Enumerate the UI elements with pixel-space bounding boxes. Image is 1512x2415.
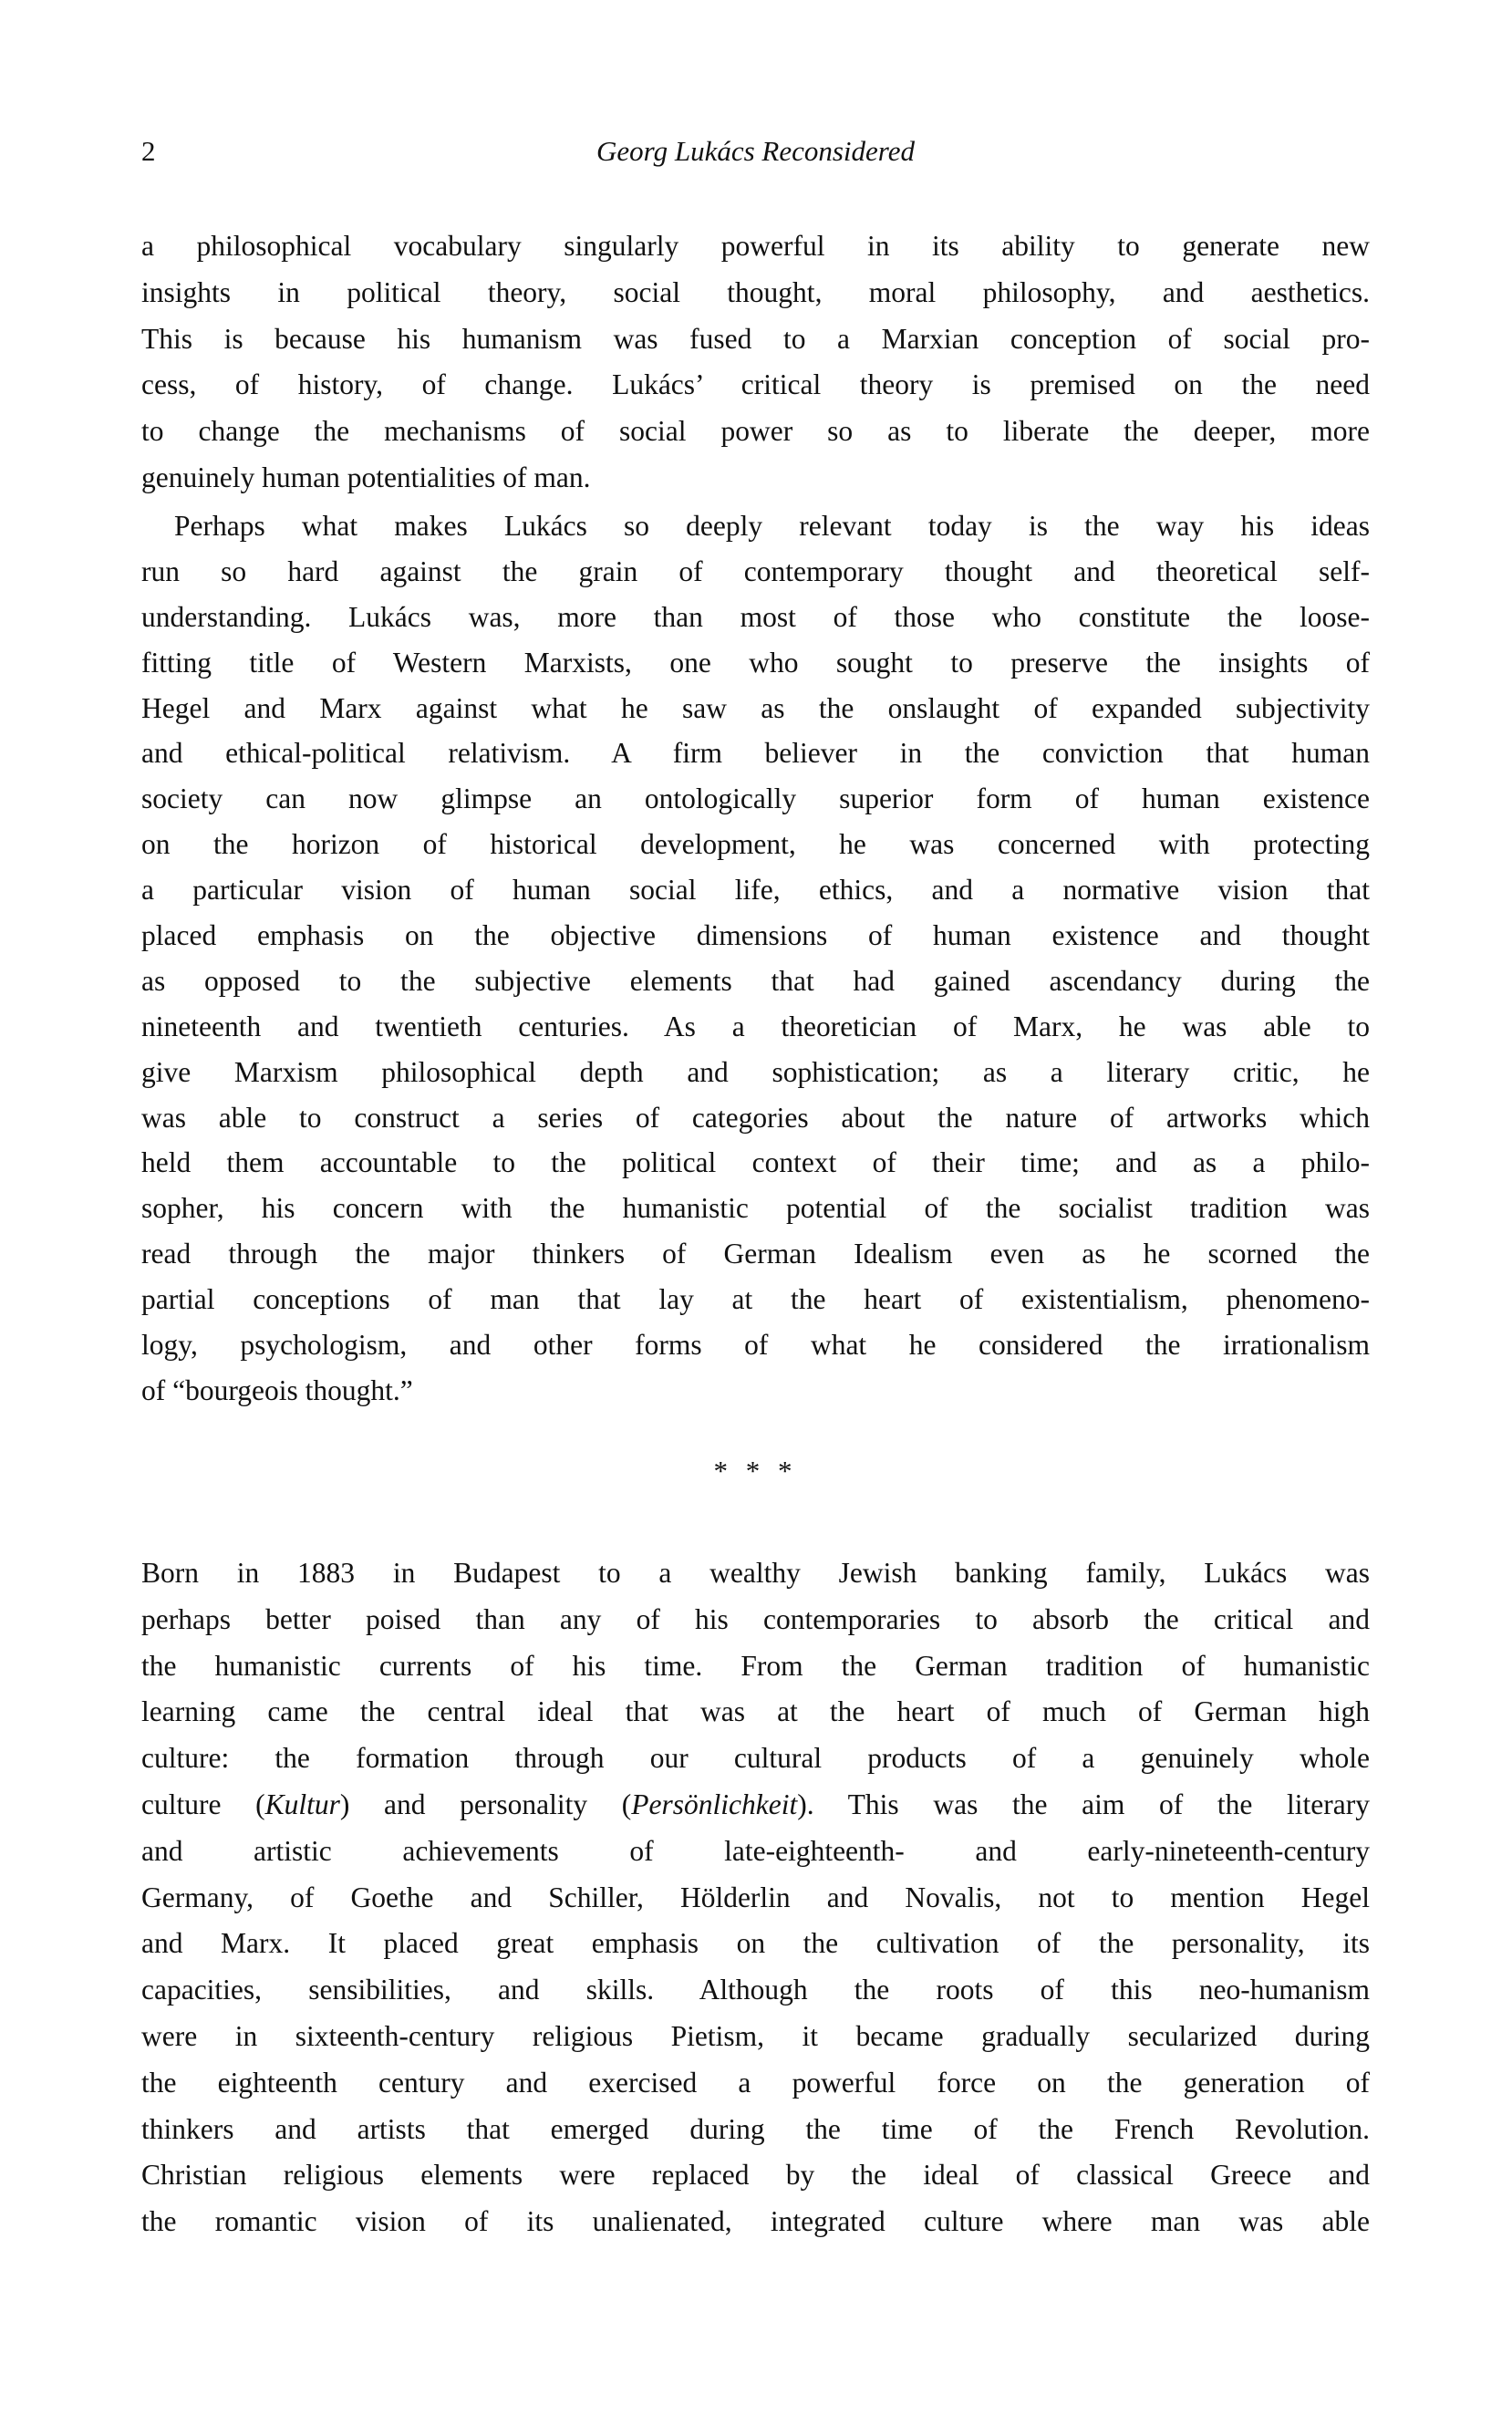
- text-line: capacities, sensibilities, and skills. Although the roots of this neo-humanism: [141, 1974, 1370, 2006]
- italic-term: Kultur: [264, 1788, 340, 1820]
- text-line: run so hard against the grain of contemporary thought and theoretical self-: [141, 555, 1370, 587]
- text-line: a particular vision of human social life, ethics, and a normative vision that: [141, 874, 1370, 907]
- text-line: Christian religious elements were replaced by the ideal of classical Greece and: [141, 2159, 1370, 2192]
- text-line: fitting title of Western Marxists, one who sought to preserve the insights of: [141, 646, 1370, 679]
- text-line: the humanistic currents of his time. From the German tradition of humanistic: [141, 1649, 1370, 1682]
- text-line: to change the mechanisms of social power so as to liberate the deeper, more: [141, 415, 1370, 448]
- text-line: society can now glimpse an ontologically superior form of human existence: [141, 783, 1370, 815]
- text-line: Perhaps what makes Lukács so deeply relevant today is the way his ideas: [174, 510, 1370, 542]
- text-line: Germany, of Goethe and Schiller, Hölderlin and Novalis, not to mention Hegel: [141, 1881, 1370, 1913]
- paragraph-3: [141, 1550, 1370, 2245]
- text-line: cess, of history, of change. Lukács’ critical theory is premised on the need: [141, 368, 1370, 401]
- text-line: and Marx. It placed great emphasis on the cultivation of the personality, its: [141, 1927, 1370, 1960]
- text-line: perhaps better poised than any of his contemporaries to absorb the critical and: [141, 1602, 1370, 1635]
- text-line: as opposed to the subjective elements that had gained ascendancy during the: [141, 964, 1370, 997]
- paragraph-2: [141, 503, 1370, 1414]
- text-line: Hegel and Marx against what he saw as the onslaught of expanded subjectivity: [141, 691, 1370, 724]
- text-line: give Marxism philosophical depth and sophistication; as a literary critic, he: [141, 1055, 1370, 1088]
- text-line: the romantic vision of its unalienated, integrated culture where man was able: [141, 2205, 1370, 2238]
- text-line: genuinely human potentialities of man.: [141, 461, 591, 493]
- text-line: the eighteenth century and exercised a powerful force on the generation of: [141, 2066, 1370, 2099]
- text-line: was able to construct a series of categories about the nature of artworks which: [141, 1101, 1370, 1134]
- paragraph-1: [141, 223, 1370, 502]
- text-line: logy, psychologism, and other forms of what he considered the irrationalism: [141, 1329, 1370, 1362]
- section-break: * * *: [713, 1455, 798, 1487]
- running-title: Georg Lukács Reconsidered: [596, 135, 915, 167]
- text-line: read through the major thinkers of German Idealism even as he scorned the: [141, 1238, 1370, 1270]
- text-line: nineteenth and twentieth centuries. As a theoretician of Marx, he was able to: [141, 1010, 1370, 1042]
- text-line: This is because his humanism was fused to a Marxian conception of social pro-: [141, 322, 1370, 355]
- text-line: and ethical-political relativism. A firm believer in the conviction that human: [141, 737, 1370, 770]
- text-line: learning came the central ideal that was at the heart of much of German high: [141, 1695, 1370, 1728]
- text-line: partial conceptions of man that lay at the heart of existentialism, phenomeno-: [141, 1283, 1370, 1316]
- text-line: sopher, his concern with the humanistic potential of the socialist tradition was: [141, 1192, 1370, 1225]
- text-line: thinkers and artists that emerged during the time of the French Revolution.: [141, 2112, 1370, 2145]
- text-line: a philosophical vocabulary singularly powerful in its ability to generate new: [141, 230, 1370, 262]
- text-line: Born in 1883 in Budapest to a wealthy Jewish banking family, Lukács was: [141, 1557, 1370, 1589]
- text-line: were in sixteenth-century religious Pietism, it became gradually secularized during: [141, 2019, 1370, 2052]
- text-line: culture: the formation through our cultural products of a genuinely whole: [141, 1742, 1370, 1775]
- text-line: of “bourgeois thought.”: [141, 1373, 413, 1406]
- running-head: [141, 135, 1370, 181]
- text-line: placed emphasis on the objective dimensions of human existence and thought: [141, 919, 1370, 952]
- text-line: understanding. Lukács was, more than most of those who constitute the loose-: [141, 600, 1370, 633]
- page-number: 2: [141, 135, 156, 167]
- text-line: held them accountable to the political context of their time; and as a philo-: [141, 1146, 1370, 1179]
- text-line: culture (Kultur) and personality (Persönlichkeit). This was the aim of the literary: [141, 1788, 1370, 1820]
- text-line: insights in political theory, social thought, moral philosophy, and aesthetics.: [141, 275, 1370, 308]
- text-line: and artistic achievements of late-eighteenth- and early-nineteenth-century: [141, 1834, 1370, 1867]
- italic-term: Persönlichkeit: [631, 1788, 798, 1820]
- text-line: on the horizon of historical development, he was concerned with protecting: [141, 828, 1370, 861]
